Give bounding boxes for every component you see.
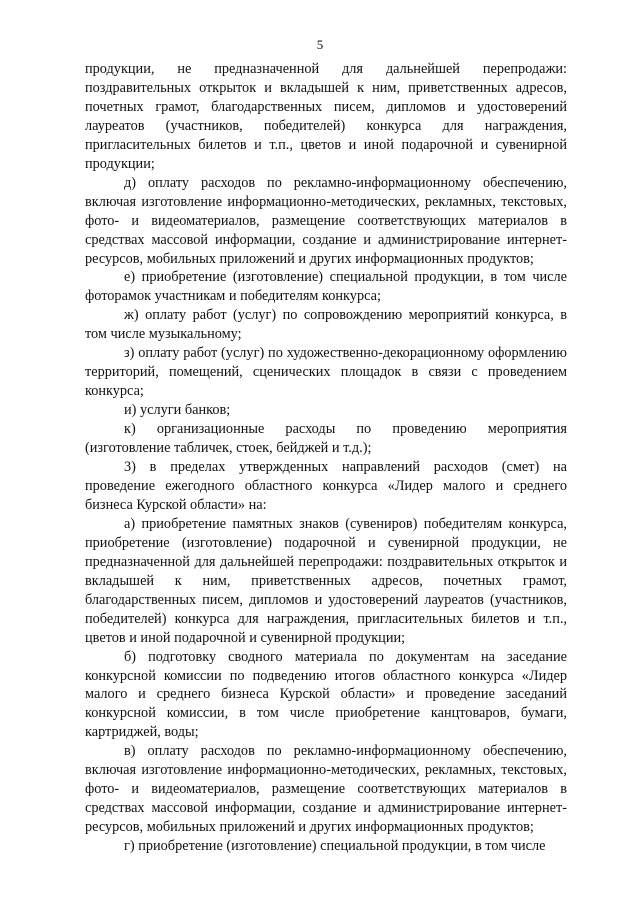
document-body: [85, 60, 567, 856]
paragraph-item-a: а) приобретение памятных знаков (сувениров) победителям конкурса, приобретение (изготовление) подарочной и сувенирной продукции, не предназначенной для дальнейшей перепродажи: поздравительных открыток и вкладышей к ним, приветственных адресов, почетных грамот, благодарственных писем, дипломов и удостоверений лауреатов (участников, победителей) конкурса для награждения, пригласительных билетов и т.п., цветов и иной подарочной и сувенирной продукции;: [85, 515, 567, 646]
paragraph-item-i: и) услуги банков;: [124, 402, 231, 419]
paragraph-item-v: в) оплату расходов по рекламно-информационному обеспечению, включая изготовление информационно-методических, рекламных, текстовых, фото- и видеоматериалов, размещение соответствующих материалов в средствах массовой информации, создание и администрирование интернет-ресурсов, мобильных приложений и других информационных продуктов;: [85, 743, 567, 836]
paragraph-item-zh: ж) оплату работ (услуг) по сопровождению мероприятий конкурса, в том числе музыкальному;: [85, 307, 567, 343]
paragraph-section-3: 3) в пределах утвержденных направлений расходов (смет) на проведение ежегодного областного конкурса «Лидер малого и среднего бизнеса Курской области» на:: [85, 459, 567, 513]
paragraph-item-k: к) организационные расходы по проведению мероприятия (изготовление табличек, стоек, бейджей и т.д.);: [85, 421, 567, 457]
paragraph-item-b: б) подготовку сводного материала по документам на заседание конкурсной комиссии по подведению итогов областного конкурса «Лидер малого и среднего бизнеса Курской области» и проведение заседаний конкурсной комиссии, в том числе приобретение канцтоваров, бумаги, картриджей, воды;: [85, 648, 567, 741]
paragraph-item-g: г) приобретение (изготовление) специальной продукции, в том числе: [124, 838, 546, 855]
page-number: 5: [316, 37, 324, 52]
paragraph-item-d: д) оплату расходов по рекламно-информационному обеспечению, включая изготовление информационно-методических, рекламных, текстовых, фото- и видеоматериалов, размещение соответствующих материалов в средствах массовой информации, создание и администрирование интернет-ресурсов, мобильных приложений и других информационных продуктов;: [85, 174, 567, 267]
paragraph: продукции, не предназначенной для дальнейшей перепродажи: поздравительных открыток и вкладышей к ним, приветственных адресов, почетных грамот, благодарственных писем, дипломов и удостоверений лауреатов (участников, победителей) конкурса для награждения, пригласительных билетов и т.п., цветов и иной подарочной и сувенирной продукции;: [85, 61, 567, 172]
paragraph-item-z: з) оплату работ (услуг) по художественно-декорационному оформлению территорий, помещений, сценических площадок в связи с проведением конкурса;: [85, 345, 567, 400]
paragraph-item-e: е) приобретение (изготовление) специальной продукции, в том числе фоторамок участникам и победителям конкурса;: [85, 269, 567, 305]
